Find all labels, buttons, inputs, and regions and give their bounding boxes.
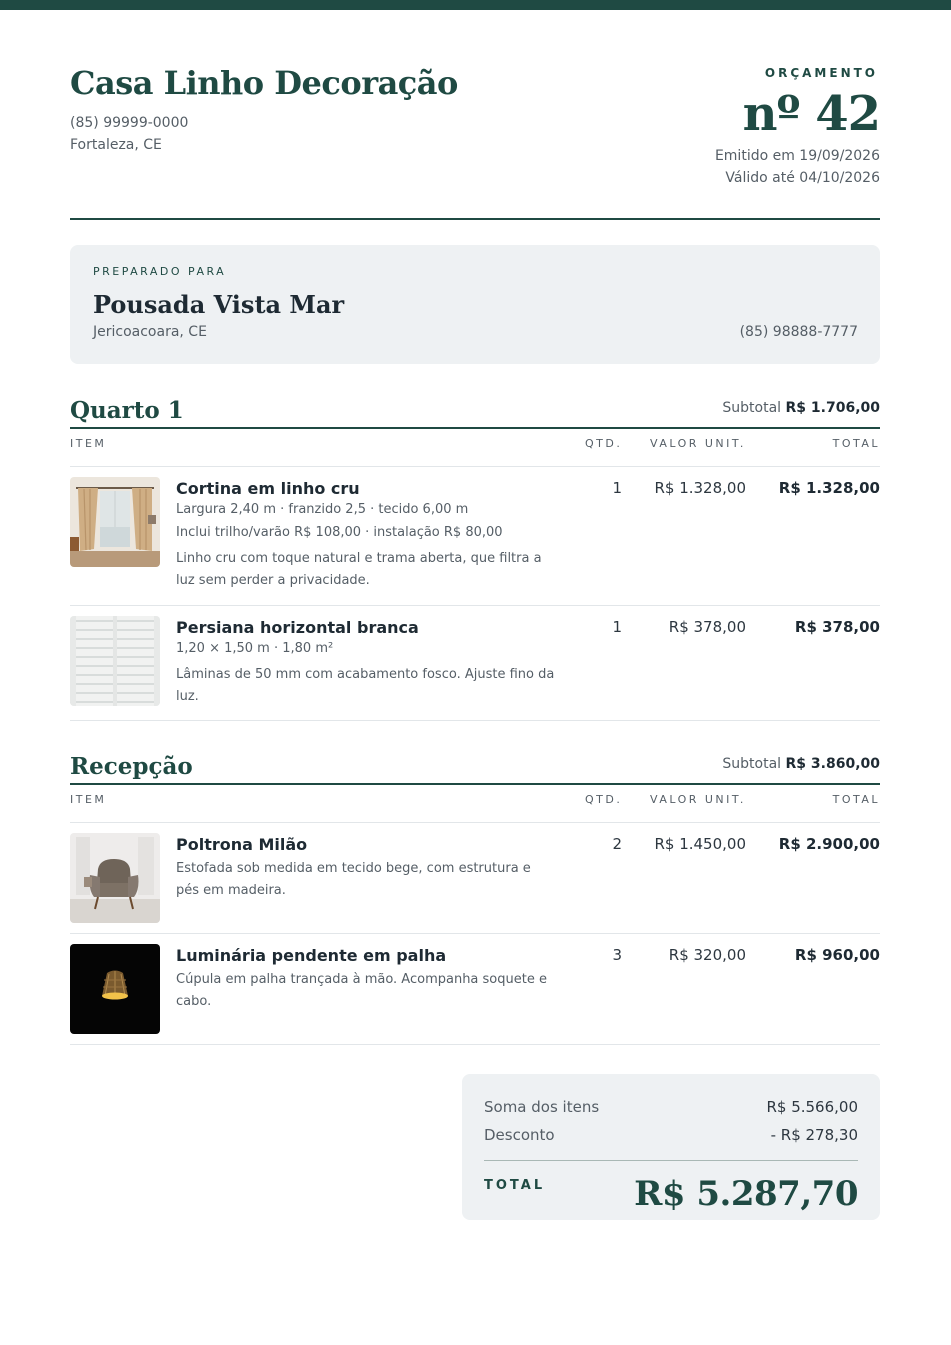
column-header-total: TOTAL [832,437,880,450]
item-name: Luminária pendente em palha [176,946,447,965]
item-total: R$ 378,00 [794,618,880,636]
section-recepcao [70,753,880,1045]
armchair-photo [70,833,160,923]
section-quarto-1 [70,397,880,721]
subtotal-value: R$ 1.706,00 [785,400,880,416]
item-description: Linho cru com toque natural e trama aberta, que filtra a luz sem perder a privacidade. [176,551,542,588]
item-unit-price: R$ 1.450,00 [654,835,746,853]
subtotal-label: Subtotal [722,400,782,416]
grand-total-value: R$ 5.287,70 [634,1174,858,1214]
item-total: R$ 2.900,00 [778,835,880,853]
item-total: R$ 1.328,00 [778,479,880,497]
item-name: Cortina em linho cru [176,479,360,498]
item-quantity: 3 [612,946,622,964]
section-title: Quarto 1 [70,397,184,424]
discount-label: Desconto [484,1126,555,1144]
item-description: Cúpula em palha trançada à mão. Acompanha soquete e cabo. [176,972,547,1009]
item-description: Estofada sob medida em tecido bege, com estrutura e pés em madeira. [176,861,531,898]
subtotal-label: Subtotal [722,756,782,772]
quote-label: ORÇAMENTO [764,66,878,80]
client-card [70,245,880,364]
totals-divider [484,1160,858,1161]
item-name: Persiana horizontal branca [176,618,419,637]
column-header-unit: VALOR UNIT. [650,793,746,806]
table-row [70,467,880,606]
grand-total-label: TOTAL [484,1178,546,1193]
item-unit-price: R$ 378,00 [668,618,746,636]
item-spec: Largura 2,40 m · franzido 2,5 · tecido 6,00 m [176,502,469,517]
subtotal-value: R$ 3.860,00 [785,756,880,772]
client-phone: (85) 98888-7777 [739,324,858,340]
item-spec: 1,20 × 1,50 m · 1,80 m² [176,641,334,656]
quote-issued-date: Emitido em 19/09/2026 [714,148,880,164]
store-city: Fortaleza, CE [70,137,162,153]
item-quantity: 2 [612,835,622,853]
client-city: Jericoacoara, CE [93,324,207,340]
totals-box [462,1074,880,1220]
table-row [70,606,880,721]
column-header-qtd: QTD. [585,793,623,806]
store-name: Casa Linho Decoração [70,64,458,102]
section-subtotal [722,756,880,772]
client-label: PREPARADO PARA [93,265,227,278]
sum-value: R$ 5.566,00 [766,1098,858,1116]
section-subtotal [722,400,880,416]
item-quantity: 1 [612,618,622,636]
table-row [70,934,880,1045]
sum-label: Soma dos itens [484,1098,600,1116]
section-title: Recepção [70,753,193,780]
section-rule [70,427,880,429]
curtain-photo [70,477,160,567]
quote-number: nº 42 [742,86,880,142]
quote-valid-date: Válido até 04/10/2026 [725,170,880,186]
discount-value: - R$ 278,30 [770,1126,858,1144]
pendant-lamp-photo [70,944,160,1034]
blinds-photo [70,616,160,706]
top-accent-bar [0,0,951,10]
column-header-qtd: QTD. [585,437,623,450]
column-header-item: ITEM [70,793,107,806]
item-unit-price: R$ 1.328,00 [654,479,746,497]
column-header-item: ITEM [70,437,107,450]
item-extra: Inclui trilho/varão R$ 108,00 · instalação R$ 80,00 [176,525,503,540]
item-quantity: 1 [612,479,622,497]
column-header-total: TOTAL [832,793,880,806]
table-row [70,823,880,934]
client-name: Pousada Vista Mar [93,290,345,319]
item-total: R$ 960,00 [794,946,880,964]
item-name: Poltrona Milão [176,835,308,854]
store-phone: (85) 99999-0000 [70,115,189,131]
document-header [70,64,880,220]
section-rule [70,783,880,785]
column-header-unit: VALOR UNIT. [650,437,746,450]
item-unit-price: R$ 320,00 [668,946,746,964]
item-description: Lâminas de 50 mm com acabamento fosco. Ajuste fino da luz. [176,667,555,704]
